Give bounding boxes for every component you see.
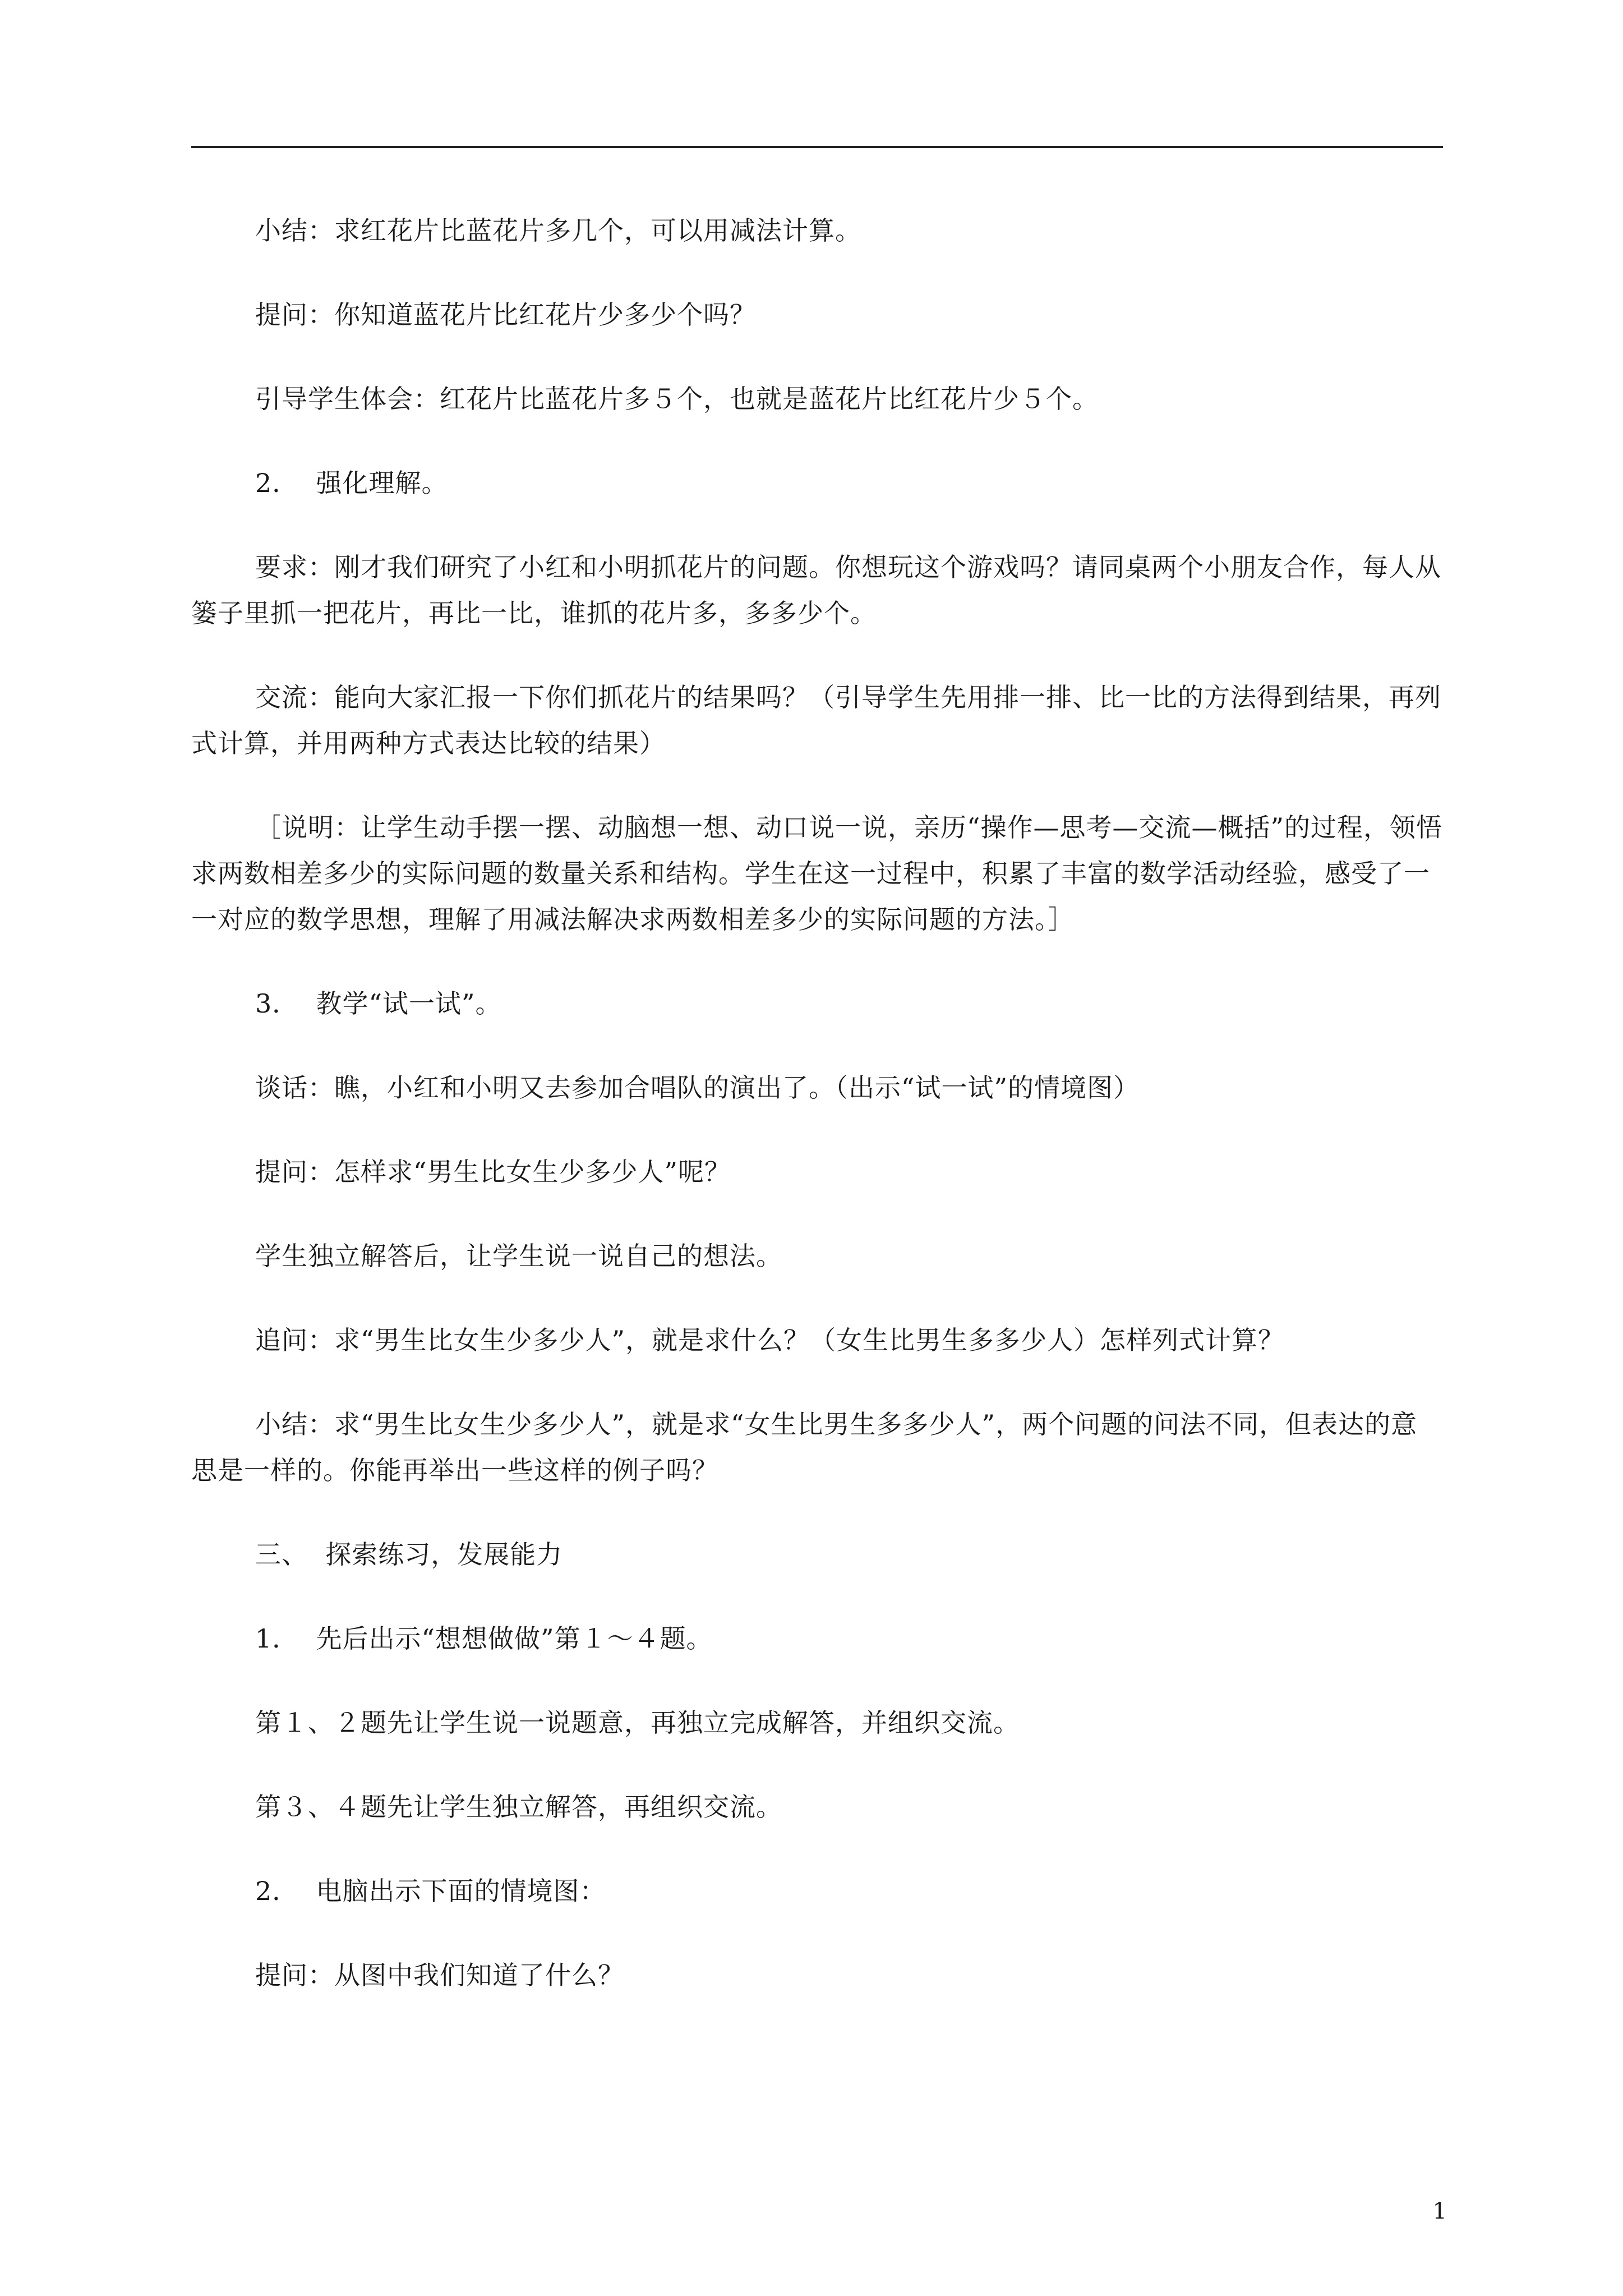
paragraph-heading-section-three: 三、 探索练习，发展能力 bbox=[255, 1539, 563, 1570]
paragraph-conversation: 谈话：瞧，小红和小明又去参加合唱队的演出了。（出示“试一试”的情境图） bbox=[255, 1073, 1140, 1103]
paragraph-requirement: 要求：刚才我们研究了小红和小明抓花片的问题。你想玩这个游戏吗？请同桌两个小朋友合作，每人从篓子里抓一把花片，再比一比，谁抓的花片多，多多少个。 bbox=[191, 552, 1441, 628]
paragraph-independent-answer: 学生独立解答后，让学生说一说自己的想法。 bbox=[255, 1241, 782, 1271]
paragraph-exchange: 交流：能向大家汇报一下你们抓花片的结果吗？（引导学生先用排一排、比一比的方法得到结果，再列式计算，并用两种方式表达比较的结果） bbox=[191, 682, 1441, 758]
header-rule bbox=[191, 146, 1443, 148]
paragraph-question-boys-fewer: 提问：怎样求“男生比女生少多少人”呢？ bbox=[255, 1157, 731, 1187]
document-body bbox=[191, 208, 1443, 2036]
paragraph-exercises-3-4: 第３、４题先让学生独立解答，再组织交流。 bbox=[255, 1792, 782, 1822]
paragraph-guide-students: 引导学生体会：红花片比蓝花片多５个，也就是蓝花片比红花片少５个。 bbox=[255, 384, 1099, 414]
paragraph-summary-same-meaning: 小结：求“男生比女生少多少人”，就是求“女生比男生多多少人”，两个问题的问法不同，但表达的意思是一样的。你能再举出一些这样的例子吗？ bbox=[191, 1409, 1418, 1485]
paragraph-computer-scene: 2． 电脑出示下面的情境图： bbox=[255, 1876, 606, 1906]
page-number: 1 bbox=[1432, 2198, 1447, 2224]
paragraph-summary-subtraction: 小结：求红花片比蓝花片多几个，可以用减法计算。 bbox=[255, 215, 861, 246]
paragraph-question-from-picture: 提问：从图中我们知道了什么？ bbox=[255, 1960, 624, 1990]
paragraph-heading-try-it: 3． 教学“试一试”。 bbox=[255, 988, 502, 1019]
paragraph-question-blue-fewer: 提问：你知道蓝花片比红花片少多少个吗？ bbox=[255, 300, 756, 330]
paragraph-exercises-1-2: 第１、２题先让学生说一说题意，再独立完成解答，并组织交流。 bbox=[255, 1708, 1020, 1738]
paragraph-exercises-1-4: 1． 先后出示“想想做做”第１～４题。 bbox=[255, 1623, 713, 1654]
paragraph-explanation-note: ［说明：让学生动手摆一摆、动脑想一想、动口说一说，亲历“操作—思考—交流—概括”的过程，领悟求两数相差多少的实际问题的数量关系和结构。学生在这一过程中，积累了丰富的数学活动经验，感受了一一对应的数学思想，理解了用减法解决求两数相差多少的实际问题的方法。］ bbox=[191, 812, 1443, 935]
paragraph-heading-reinforce: 2． 强化理解。 bbox=[255, 468, 448, 498]
paragraph-follow-up-question: 追问：求“男生比女生少多少人”，就是求什么？（女生比男生多多少人）怎样列式计算？ bbox=[255, 1325, 1285, 1355]
